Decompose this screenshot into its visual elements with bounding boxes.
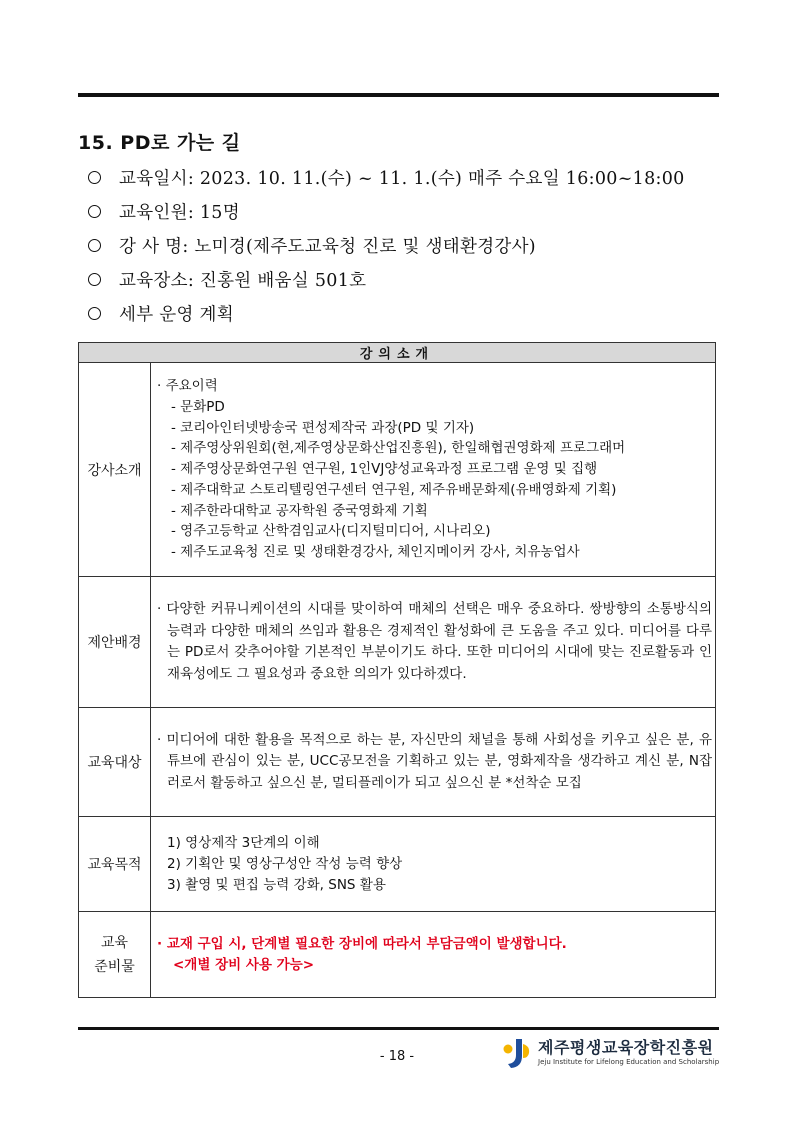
career-item: - 제주도교육청 진로 및 생태환경강사, 체인지메이커 강사, 치유농업사 xyxy=(171,544,580,561)
career-item: - 코리아인터넷방송국 편성제작국 과장(PD 및 기자) xyxy=(171,419,475,436)
row-label: 교육대상 xyxy=(79,708,151,817)
circle-bullet-icon xyxy=(88,239,101,252)
circle-bullet-icon xyxy=(88,307,101,320)
table-row-instructor xyxy=(79,363,716,577)
career-item: - 영주고등학교 산학겸임교사(디지털미디어, 시나리오) xyxy=(171,523,491,540)
instructor-career xyxy=(151,363,716,577)
lecture-intro-table xyxy=(78,342,716,998)
row-label xyxy=(79,912,151,998)
career-item: - 제주대학교 스토리텔링연구센터 연구원, 제주유배문화제(유배영화제 기획) xyxy=(171,481,617,498)
bullet-item xyxy=(86,160,685,194)
background-text-cell xyxy=(151,577,716,708)
org-name xyxy=(538,1039,719,1067)
goal-item: 2) 기획안 및 영상구성안 작성 능력 향상 xyxy=(167,855,403,872)
materials-cell xyxy=(151,912,716,998)
bottom-rule xyxy=(78,1027,719,1030)
target-text: · 미디어에 대한 활용을 목적으로 하는 분, 자신만의 채널을 통해 사회성을 키우고 싶은 분, 유튜브에 관심이 있는 분, UCC공모전을 기획하고 있는 분, 영화제작을 생각하고 계신 분, N잡러로서 활동하고 싶으신 분, 멀티플레이가 되고 싶으신 분 *선착순 모집 xyxy=(157,731,712,791)
table-row-target xyxy=(79,708,716,817)
target-text-cell xyxy=(151,708,716,817)
row-label: 교육목적 xyxy=(79,817,151,912)
circle-bullet-icon xyxy=(88,205,101,218)
career-item: - 제주영상문화연구원 연구원, 1인VJ양성교육과정 프로그램 운영 및 집행 xyxy=(171,461,598,478)
org-name-english: Jeju Institute for Lifelong Education and Scholarship xyxy=(538,1058,720,1066)
org-logo xyxy=(502,1036,719,1070)
bullet-text: 교육일시: 2023. 10. 11.(수) ~ 11. 1.(수) 매주 수요일 16:00~18:00 xyxy=(119,168,685,189)
top-rule xyxy=(78,93,719,97)
table-row-background xyxy=(79,577,716,708)
background-text: · 다양한 커뮤니케이션의 시대를 맞이하여 매체의 선택은 매우 중요하다. 쌍방향의 소통방식의 능력과 다양한 매체의 쓰임과 활용은 경제적인 활성화에 큰 도움을 주고 있다. 미디어를 다루는 PD로서 갖추어야할 기본적인 부분이기도 하다. 또한 미디어의 시대에 맞는 진로활동과 인재육성에도 그 필요성과 중요한 의의가 있다하겠다. xyxy=(157,601,712,682)
bullet-item xyxy=(86,262,685,296)
table-header: 강의소개 xyxy=(79,343,716,363)
bullet-text: 세부 운영 계획 xyxy=(119,304,234,325)
row-label-line: 교육 xyxy=(100,934,129,951)
materials-notice: · 교재 구입 시, 단계별 필요한 장비에 따라서 부담금액이 발생합니다. xyxy=(157,935,567,952)
career-item: - 제주영상위원회(현,제주영상문화산업진흥원), 한일해협권영화제 프로그래머 xyxy=(171,440,626,457)
bullet-item xyxy=(86,296,685,330)
bullet-text: 교육장소: 진홍원 배움실 501호 xyxy=(119,270,367,291)
row-label: 강사소개 xyxy=(79,363,151,577)
bullet-text: 강 사 명: 노미경(제주도교육청 진로 및 생태환경강사) xyxy=(119,236,536,257)
goals-cell xyxy=(151,817,716,912)
bullet-text: 교육인원: 15명 xyxy=(119,202,240,223)
table-header-row xyxy=(79,343,716,363)
row-label-line: 준비물 xyxy=(94,958,135,975)
row-label: 제안배경 xyxy=(79,577,151,708)
section-title: 15. PD로 가는 길 xyxy=(78,132,241,154)
bullet-item xyxy=(86,228,685,262)
page-number: - 18 - xyxy=(379,1049,415,1064)
circle-bullet-icon xyxy=(88,273,101,286)
table-row-materials xyxy=(79,912,716,998)
materials-note: <개별 장비 사용 가능> xyxy=(173,956,315,973)
goal-item: 3) 촬영 및 편집 능력 강화, SNS 활용 xyxy=(167,876,386,893)
bullet-item xyxy=(86,194,685,228)
table-row-goals xyxy=(79,817,716,912)
org-logo-icon xyxy=(502,1036,532,1070)
org-name-korean: 제주평생교육장학진흥원 xyxy=(538,1038,714,1057)
career-item: - 제주한라대학교 공자학원 중국영화제 기획 xyxy=(171,502,428,519)
career-item: - 문화PD xyxy=(171,398,225,415)
career-heading: · 주요이력 xyxy=(157,377,218,394)
info-bullet-list xyxy=(86,160,685,330)
goal-item: 1) 영상제작 3단계의 이해 xyxy=(167,834,320,851)
circle-bullet-icon xyxy=(88,171,101,184)
